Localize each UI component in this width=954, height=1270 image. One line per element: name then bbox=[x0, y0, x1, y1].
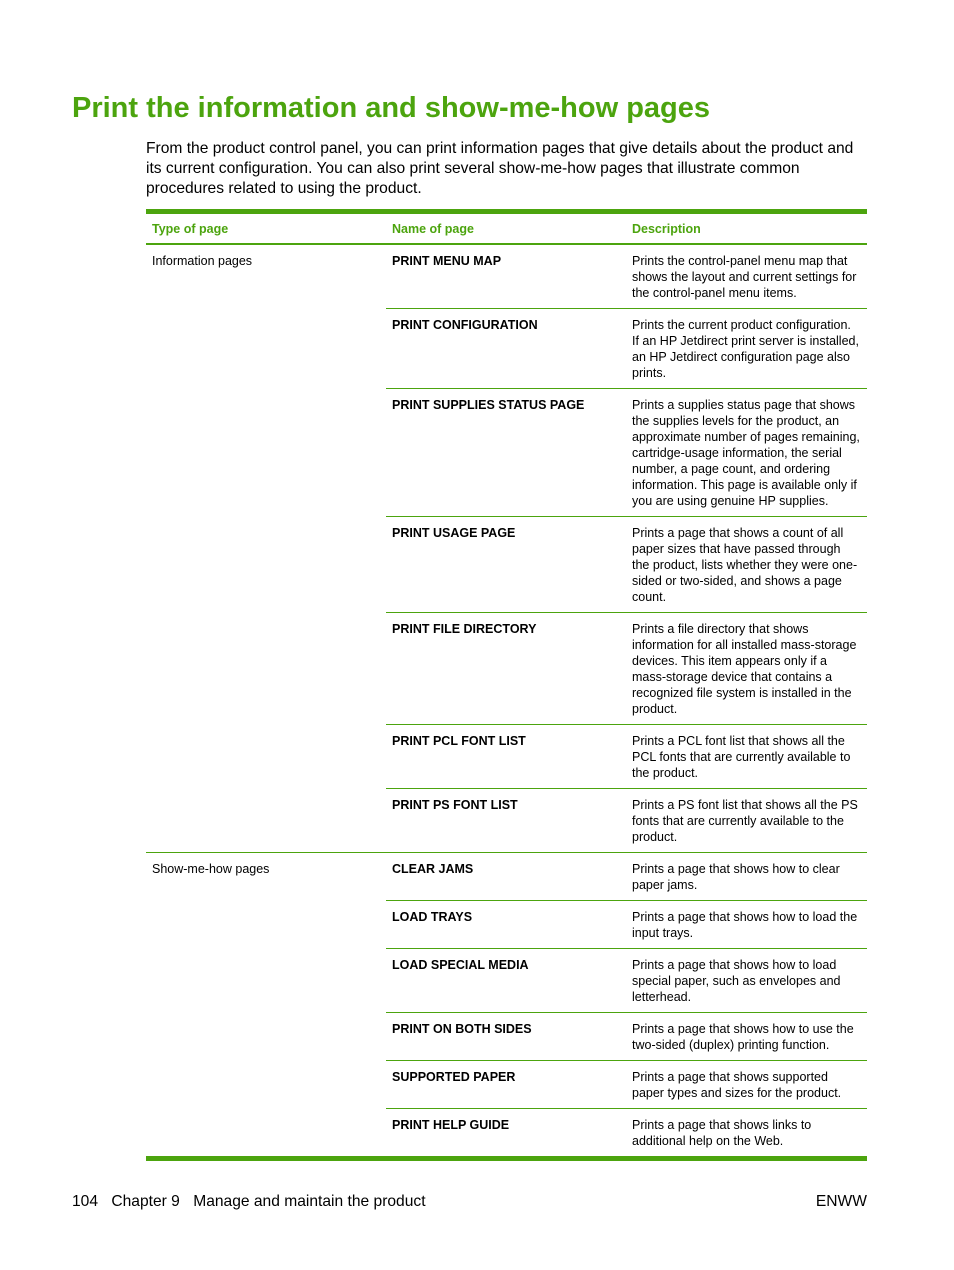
table-group bbox=[146, 245, 867, 852]
footer-page-number: 104 bbox=[72, 1193, 99, 1210]
description-cell: Prints a page that shows supported paper types and sizes for the product. bbox=[632, 1070, 842, 1100]
page-name-cell: PRINT FILE DIRECTORY bbox=[392, 622, 537, 636]
header-type: Type of page bbox=[152, 222, 229, 236]
page-name-cell: LOAD TRAYS bbox=[392, 910, 473, 924]
intro-paragraph: From the product control panel, you can print information pages that give details about the product and its current configuration. You can also print several show-me-how pages that illustrate common procedures related to using the product. bbox=[146, 140, 854, 197]
description-cell: Prints a page that shows a count of all paper sizes that have passed through the product, lists whether they were one-sided or two-sided, and shows a page count. bbox=[632, 526, 858, 604]
group-type-cell: Information pages bbox=[152, 254, 253, 268]
table-row bbox=[386, 948, 867, 1012]
description-cell: Prints a PCL font list that shows all the PCL fonts that are currently available to the product. bbox=[632, 734, 851, 780]
page-name-cell: PRINT USAGE PAGE bbox=[392, 526, 516, 540]
page-name-cell: PRINT PS FONT LIST bbox=[392, 798, 518, 812]
description-cell: Prints a page that shows how to clear paper jams. bbox=[632, 862, 840, 892]
table-row bbox=[386, 516, 867, 612]
table-row bbox=[386, 388, 867, 516]
page-name-cell: CLEAR JAMS bbox=[392, 862, 474, 876]
page-name-cell: SUPPORTED PAPER bbox=[392, 1070, 516, 1084]
page-name-cell: PRINT MENU MAP bbox=[392, 254, 502, 268]
table-row bbox=[386, 900, 867, 948]
header-description: Description bbox=[632, 222, 701, 236]
description-cell: Prints a page that shows how to use the two-sided (duplex) printing function. bbox=[632, 1022, 854, 1052]
table-header bbox=[146, 214, 867, 245]
description-cell: Prints a supplies status page that shows the supplies levels for the product, an approximate number of pages remaining, cartridge-usage information, the serial number, a page count, and ordering information. This page is available only if you are using genuine HP supplies. bbox=[632, 398, 860, 508]
footer-left bbox=[72, 1193, 435, 1211]
description-cell: Prints a page that shows links to additional help on the Web. bbox=[632, 1118, 812, 1148]
table-row bbox=[386, 1012, 867, 1060]
header-name: Name of page bbox=[392, 222, 474, 236]
table-body bbox=[146, 245, 867, 1156]
table-row bbox=[386, 308, 867, 388]
page-name-cell: LOAD SPECIAL MEDIA bbox=[392, 958, 529, 972]
group-rows bbox=[386, 853, 867, 1156]
table-row bbox=[386, 724, 867, 788]
table-row bbox=[386, 1060, 867, 1108]
group-rows bbox=[386, 245, 867, 852]
page-name-cell: PRINT PCL FONT LIST bbox=[392, 734, 526, 748]
page-name-cell: PRINT ON BOTH SIDES bbox=[392, 1022, 532, 1036]
description-cell: Prints a page that shows how to load the input trays. bbox=[632, 910, 858, 940]
description-cell: Prints a PS font list that shows all the PS fonts that are currently available to the product. bbox=[632, 798, 858, 844]
table-row bbox=[386, 1108, 867, 1156]
page-name-cell: PRINT CONFIGURATION bbox=[392, 318, 538, 332]
footer-right: ENWW bbox=[815, 1193, 867, 1210]
table-group bbox=[146, 852, 867, 1156]
page-name-cell: PRINT SUPPLIES STATUS PAGE bbox=[392, 398, 585, 412]
description-cell: Prints a page that shows how to load special paper, such as envelopes and letterhead. bbox=[632, 958, 841, 1004]
description-cell: Prints the current product configuration. If an HP Jetdirect print server is installed, an HP Jetdirect configuration page also prints. bbox=[632, 318, 859, 380]
info-pages-table bbox=[146, 209, 867, 1161]
footer-chapter: Chapter 9 bbox=[111, 1193, 180, 1210]
table-row bbox=[386, 245, 867, 308]
footer-chapter-title: Manage and maintain the product bbox=[193, 1193, 426, 1210]
page-footer bbox=[72, 1193, 867, 1211]
table-row bbox=[386, 788, 867, 852]
group-type-cell: Show-me-how pages bbox=[152, 862, 270, 876]
table-row bbox=[386, 853, 867, 900]
page-name-cell: PRINT HELP GUIDE bbox=[392, 1118, 510, 1132]
description-cell: Prints a file directory that shows information for all installed mass-storage devices. This item appears only if a mass-storage device that contains a recognized file system is installed in the product. bbox=[632, 622, 857, 716]
page-title: Print the information and show-me-how pages bbox=[72, 92, 711, 124]
table-row bbox=[386, 612, 867, 724]
description-cell: Prints the control-panel menu map that shows the layout and current settings for the control-panel menu items. bbox=[632, 254, 857, 300]
